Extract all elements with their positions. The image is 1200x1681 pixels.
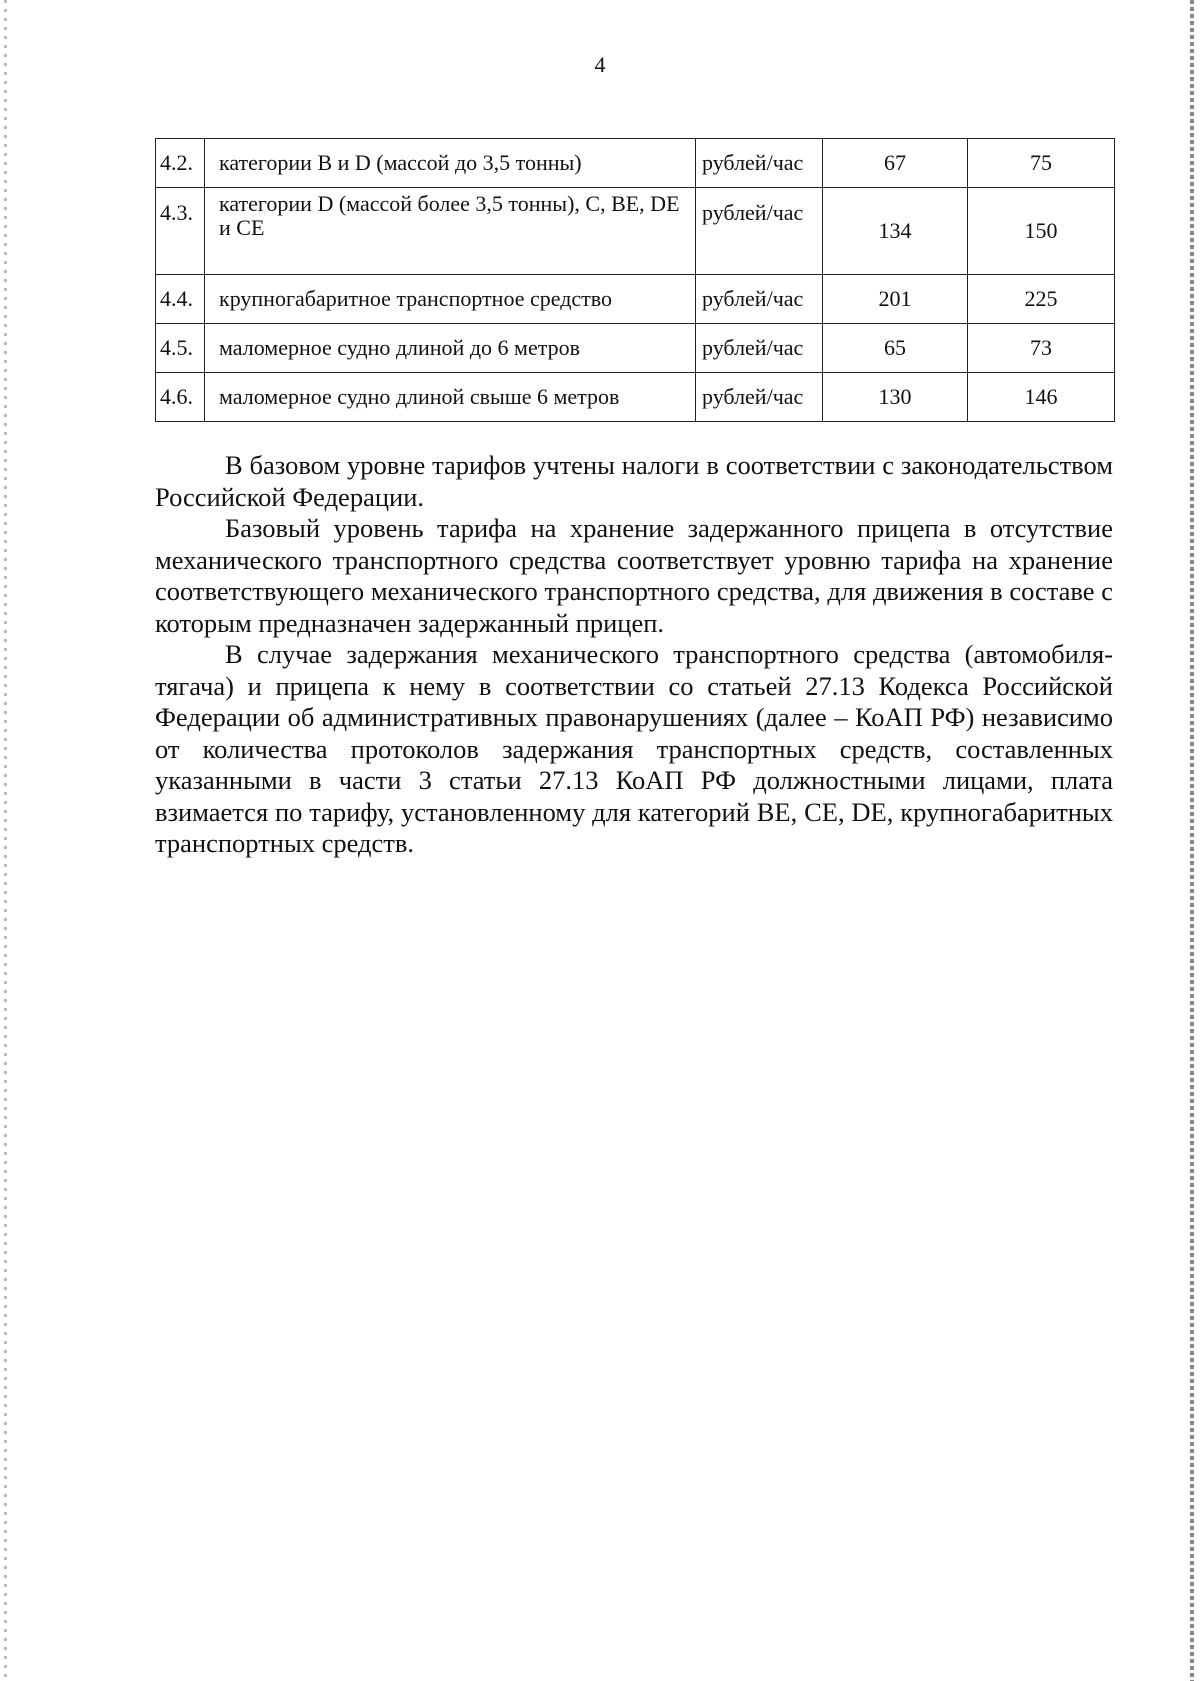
tariff-value-2: 73: [968, 324, 1115, 373]
tariff-table: [155, 138, 1115, 422]
unit: рублей/час: [696, 373, 823, 422]
tariff-value-2: 75: [968, 139, 1115, 188]
row-number: 4.2.: [156, 139, 205, 188]
vehicle-category: маломерное судно длиной до 6 метров: [205, 324, 696, 373]
vehicle-category: категории D (массой более 3,5 тонны), C, BE, DE и CE: [205, 188, 696, 275]
vehicle-category: крупногабаритное транспортное средство: [205, 275, 696, 324]
row-number: 4.6.: [156, 373, 205, 422]
body-text: [155, 450, 1113, 860]
table-row: [156, 188, 1115, 275]
unit: рублей/час: [696, 188, 823, 275]
tariff-value-1: 67: [823, 139, 968, 188]
scan-edge-left: [4, 0, 7, 1681]
paragraph-trailer-tariff: Базовый уровень тарифа на хранение задержанного прицепа в отсутствие механического транспортного средства соответствует уровню тарифа на хранение соответствующего механического транспортного средства, для движения в составе с которым предназначен задержанный прицеп.: [155, 513, 1113, 638]
row-number: 4.4.: [156, 275, 205, 324]
table-row: [156, 324, 1115, 373]
unit: рублей/час: [696, 324, 823, 373]
page-number: 4: [594, 52, 606, 77]
paragraph-tractor-detention: В случае задержания механического транспортного средства (автомобиля-тягача) и прицепа к нему в соответствии со статьей 27.13 Кодекса Российской Федерации об административных правонарушениях (далее – КоАП РФ) независимо от количества протоколов задержания транспортных средств, составленных указанными в части 3 статьи 27.13 КоАП РФ должностными лицами, плата взимается по тарифу, установленному для категорий BE, CE, DE, крупногабаритных транспортных средств.: [155, 639, 1113, 858]
row-number: 4.3.: [156, 188, 205, 275]
table-row: [156, 275, 1115, 324]
tariff-value-1: 130: [823, 373, 968, 422]
table-row: [156, 373, 1115, 422]
scan-edge-right: [1190, 0, 1194, 1681]
tariff-value-1: 134: [823, 188, 968, 275]
vehicle-category: маломерное судно длиной свыше 6 метров: [205, 373, 696, 422]
unit: рублей/час: [696, 275, 823, 324]
tariff-value-2: 146: [968, 373, 1115, 422]
tariff-value-1: 65: [823, 324, 968, 373]
row-number: 4.5.: [156, 324, 205, 373]
tariff-value-2: 225: [968, 275, 1115, 324]
unit: рублей/час: [696, 139, 823, 188]
vehicle-category: категории B и D (массой до 3,5 тонны): [205, 139, 696, 188]
tariff-value-1: 201: [823, 275, 968, 324]
paragraph-taxes: В базовом уровне тарифов учтены налоги в соответствии с законодательством Российской Федерации.: [155, 450, 1113, 512]
tariff-value-2: 150: [968, 188, 1115, 275]
table-row: [156, 139, 1115, 188]
